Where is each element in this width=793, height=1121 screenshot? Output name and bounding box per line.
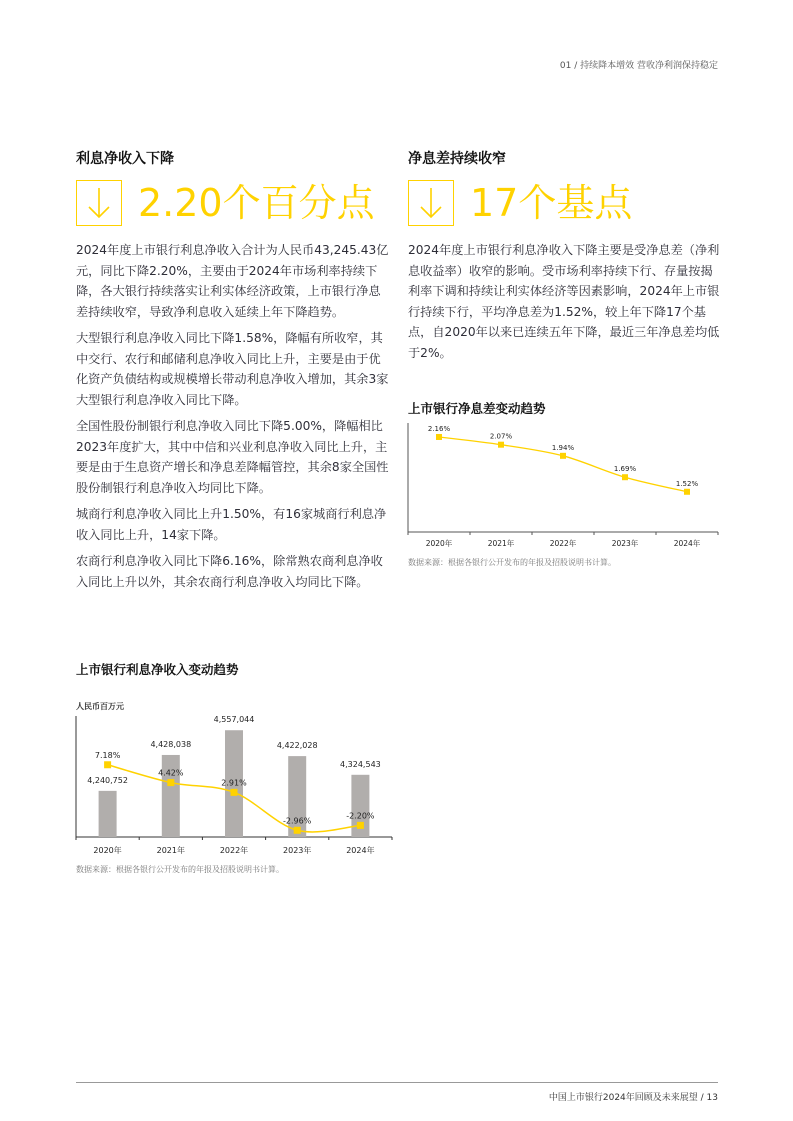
x-tick-label: 2022年 <box>549 539 577 548</box>
x-tick-label: 2020年 <box>93 846 122 855</box>
bar-label: 4,324,543 <box>340 759 381 769</box>
nim-label: 2.07% <box>489 432 513 441</box>
breadcrumb: 01 / 持续降本增效 营收净利润保持稳定 <box>559 61 718 71</box>
paragraph: 全国性股份制银行利息净收入同比下降5.00%，降幅相比2023年度扩大，其中中信和兴业利息净收入同比上升，主要是由于生息资产增长和净息差降幅管控，其余8家全国性股份制银行利息净收入均同比下降。 <box>76 419 389 495</box>
growth-point <box>231 789 238 796</box>
bar-label: 4,428,038 <box>150 739 192 749</box>
x-tick-label: 2024年 <box>346 846 375 855</box>
section-heading: 净息差持续收窄 <box>408 151 506 167</box>
chart-unit-label: 人民币百万元 <box>76 702 124 711</box>
chart-source: 数据来源：根据各银行公开发布的年报及招股说明书计算。 <box>76 865 284 874</box>
nim-point <box>622 474 628 480</box>
nim-point <box>498 442 504 448</box>
growth-label: -2.20% <box>346 811 375 821</box>
growth-label: -2.96% <box>283 816 312 826</box>
footer-text: 中国上市银行2024年回顾及未来展望 / 13 <box>548 1093 718 1103</box>
bar <box>162 755 180 837</box>
chart-source: 数据来源：根据各银行公开发布的年报及招股说明书计算。 <box>408 558 616 567</box>
nim-point <box>684 489 690 495</box>
growth-point <box>294 827 301 834</box>
growth-label: 2.91% <box>221 778 247 788</box>
bar-label: 4,240,752 <box>87 775 128 785</box>
nim-label: 1.69% <box>613 465 637 474</box>
bar <box>99 791 117 837</box>
paragraph: 大型银行利息净收入同比下降1.58%，降幅有所收窄，其中交行、农行和邮储利息净收入同比上升，主要是由于优化资产负债结构或规模增长带动利息净收入增加，其余3家大型银行利息净收入同比下降。 <box>76 331 389 407</box>
x-tick-label: 2022年 <box>219 846 249 855</box>
paragraph: 2024年度上市银行利息净收入合计为人民币43,245.43亿元，同比下降2.20%，主要由于2024年市场利率持续下降，各大银行持续落实让利实体经济政策，上市银行净息差持续收窄，导致净利息收入延续上年下降趋势。 <box>76 243 389 319</box>
growth-point <box>167 779 174 786</box>
big-stat: 17个基点 <box>470 181 633 225</box>
paragraph: 城商行利息净收入同比上升1.50%，有16家城商行利息净收入同比上升，14家下降。 <box>76 507 387 542</box>
chart-title: 上市银行利息净收入变动趋势 <box>76 662 239 677</box>
footer-divider <box>76 1082 718 1083</box>
paragraph: 农商行利息净收入同比下降6.16%，除常熟农商利息净收入同比上升以外，其余农商行利息净收入均同比下降。 <box>76 554 383 589</box>
big-stat: 2.20个百分点 <box>138 181 375 225</box>
nim-label: 1.94% <box>551 443 575 452</box>
x-tick-label: 2021年 <box>487 539 515 548</box>
bar-label: 4,557,044 <box>213 715 255 725</box>
nim-label: 1.52% <box>675 479 699 488</box>
nim-label: 2.16% <box>427 424 451 433</box>
x-tick-label: 2020年 <box>425 539 453 548</box>
growth-label: 7.18% <box>94 750 121 760</box>
x-tick-label: 2023年 <box>283 846 312 855</box>
nim-point <box>436 434 442 440</box>
bar-label: 4,422,028 <box>276 741 318 751</box>
chart-title: 上市银行净息差变动趋势 <box>408 401 546 416</box>
growth-point <box>104 761 111 768</box>
growth-point <box>357 822 364 829</box>
x-tick-label: 2021年 <box>156 846 185 855</box>
growth-label: 4.42% <box>158 768 184 778</box>
paragraph: 2024年度上市银行利息净收入下降主要是受净息差（净利息收益率）收窄的影响。受市场利率持续下行、存量按揭利率下调和持续让利实体经济等因素影响，2024年上市银行持续下行，平均净息差为1.52%，较上年下降17个基点，自2020年以来已连续五年下降，最近三年净息差均低于2%。 <box>408 243 720 360</box>
section-heading: 利息净收入下降 <box>76 151 174 167</box>
x-tick-label: 2023年 <box>611 539 639 548</box>
nim-point <box>560 453 566 459</box>
x-tick-label: 2024年 <box>673 539 701 548</box>
